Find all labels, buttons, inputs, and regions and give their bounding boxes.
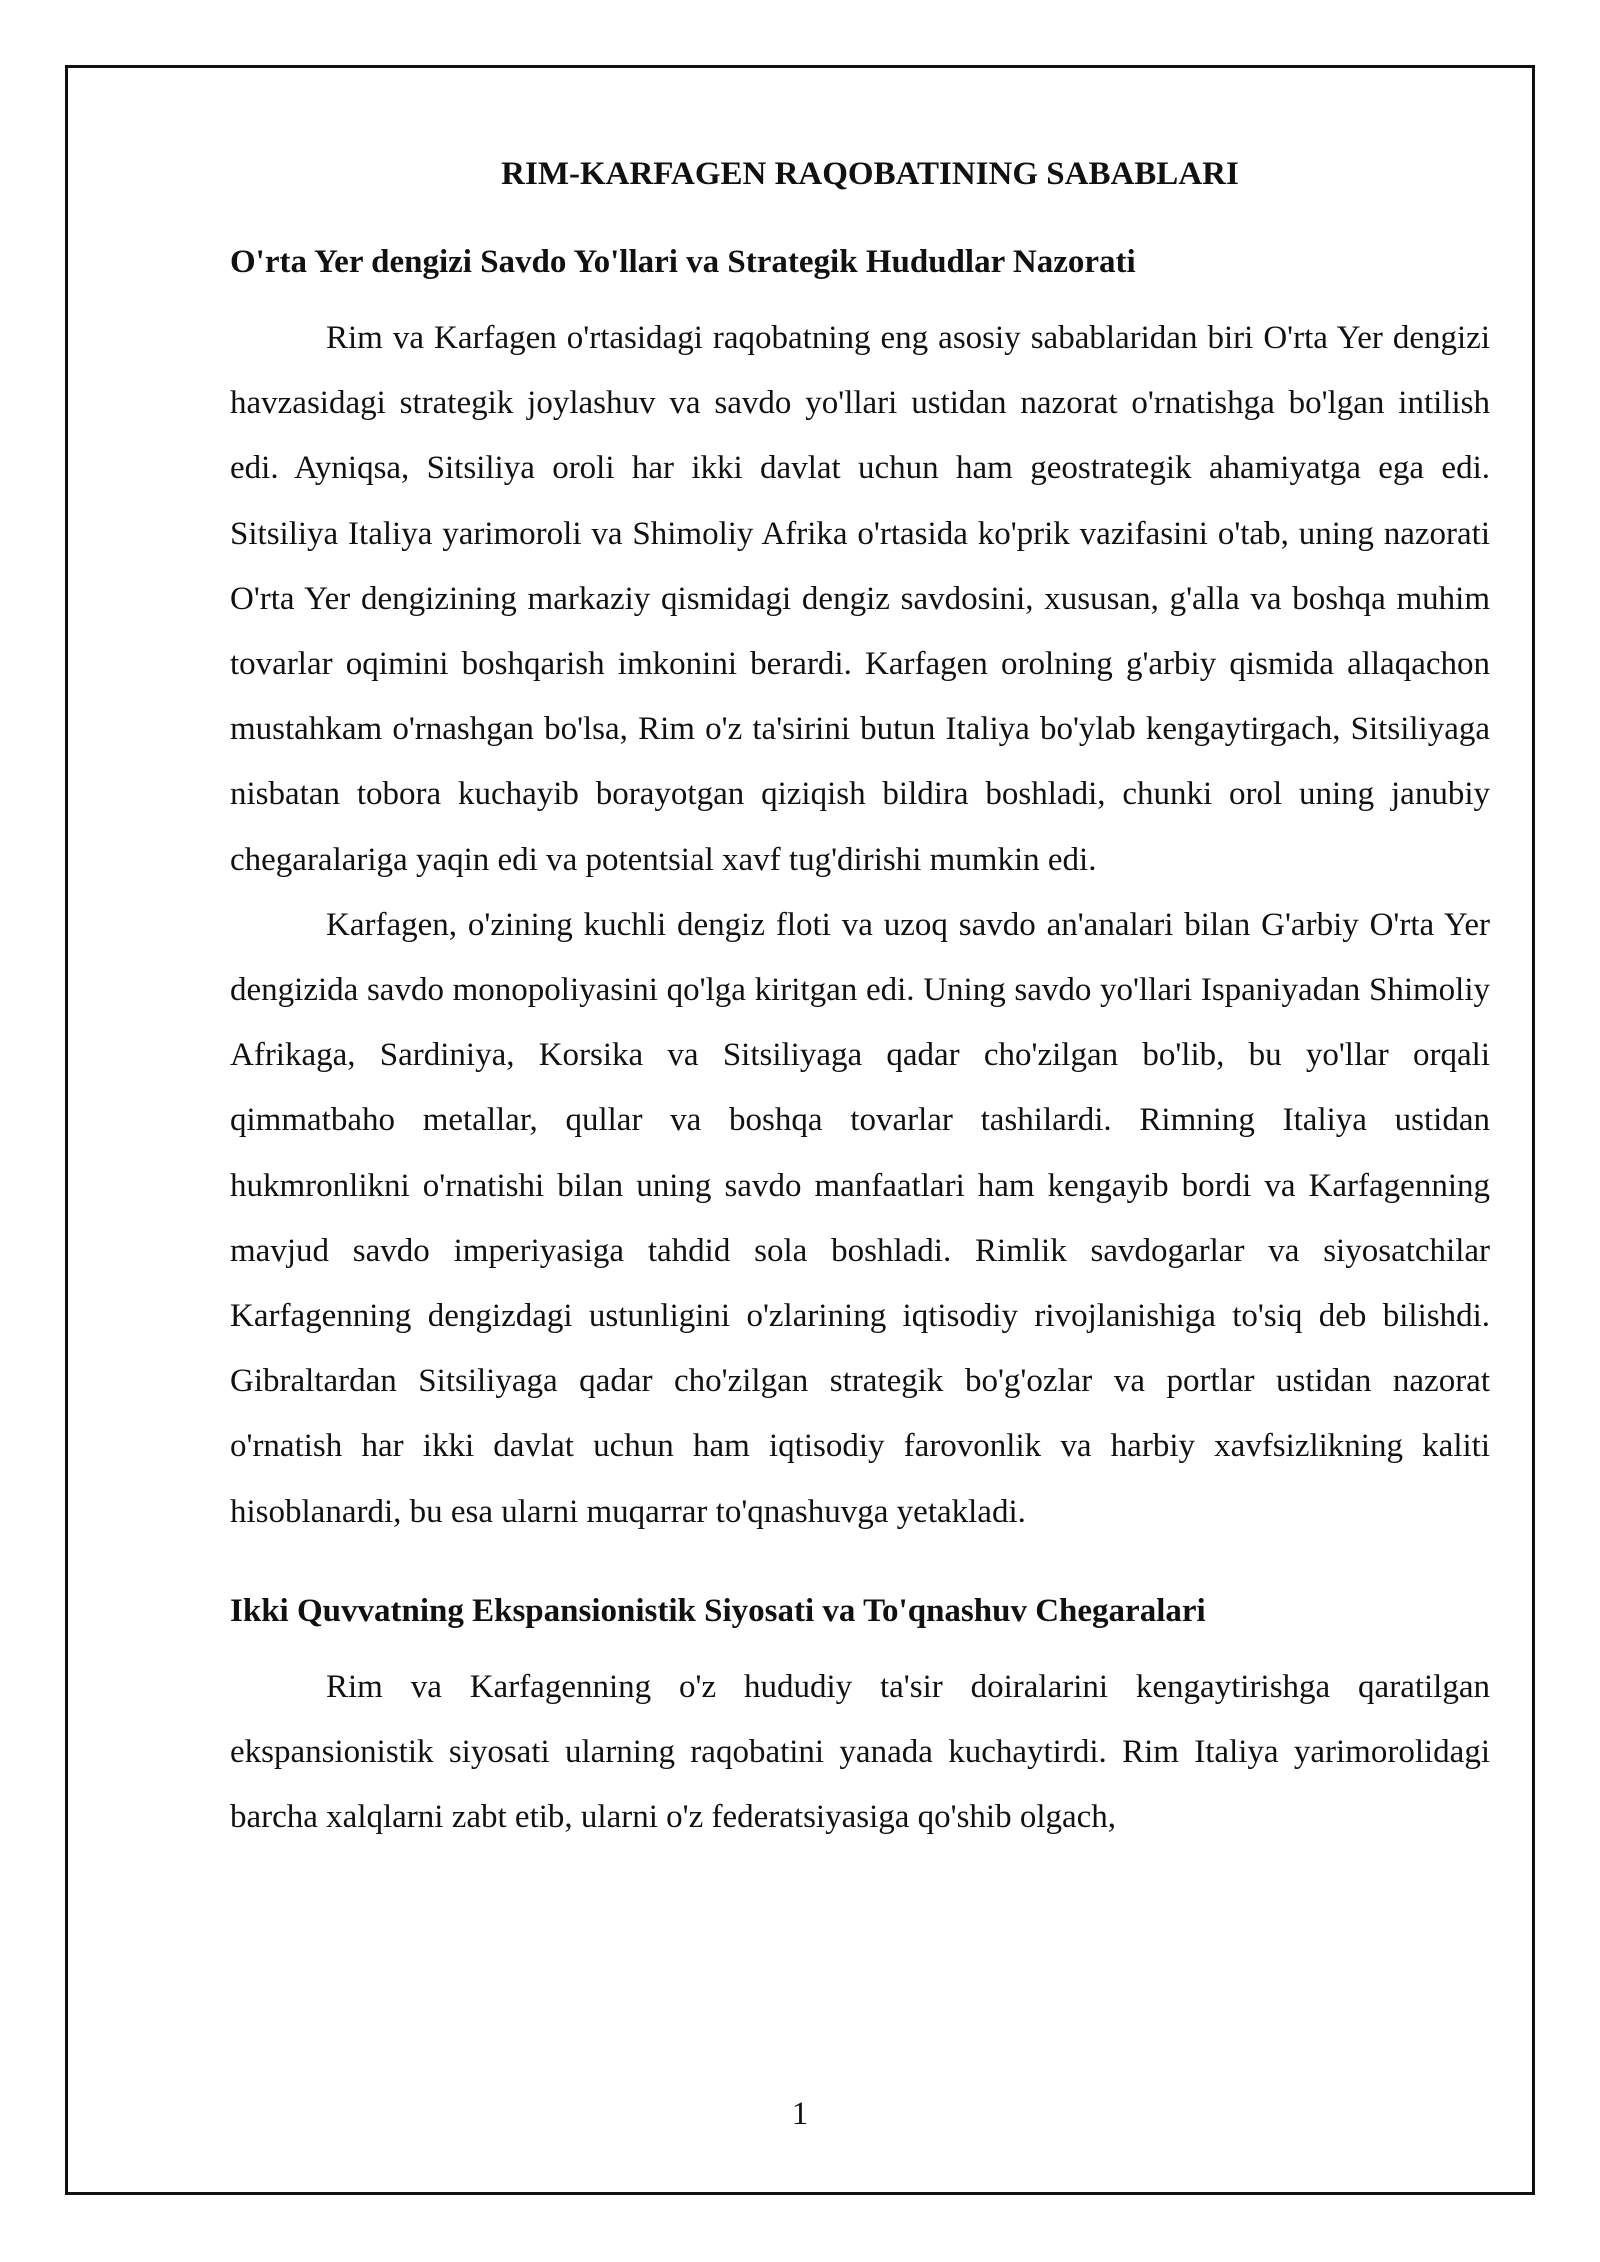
section-expansionist-policy <box>230 1587 1490 1851</box>
section-heading: Ikki Quvvatning Ekspansionistik Siyosati va To'qnashuv Chegaralari <box>230 1592 1206 1629</box>
document-body <box>230 150 1490 1850</box>
paragraph: Rim va Karfagenning o'z hududiy ta'sir doiralarini kengaytirishga qaratilgan ekspansionistik siyosati ularning raqobatini yanada kuchaytirdi. Rim Italiya yarimorolidagi barcha xalqlarni zabt etib, ularni o'z federatsiyasiga qo'shib olgach, <box>230 1668 1490 1836</box>
paragraph: Karfagen, o'zining kuchli dengiz floti va uzoq savdo an'analari bilan G'arbiy O'rta Yer dengizida savdo monopoliyasini qo'lga kiritgan edi. Uning savdo yo'llari Ispaniyadan Shimoliy Afrikaga, Sardiniya, Korsika va Sitsiliyaga qadar cho'zilgan bo'lib, bu yo'llar orqali qimmatbaho metallar, qullar va boshqa tovarlar tashilardi. Rimning Italiya ustidan hukmronlikni o'rnatishi bilan uning savdo manfaatlari ham kengayib bordi va Karfagenning mavjud savdo imperiyasiga tahdid sola boshladi. Rimlik savdogarlar va siyosatchilar Karfagenning dengizdagi ustunligini o'zlarining iqtisodiy rivojlanishiga to'siq deb bilishdi. Gibraltardan Sitsiliyaga qadar cho'zilgan strategik bo'g'ozlar va portlar ustidan nazorat o'rnatish har ikki davlat uchun ham iqtisodiy farovonlik va harbiy xavfsizlikning kaliti hisoblanardi, bu esa ularni muqarrar to'qnashuvga yetakladi. <box>230 906 1490 1530</box>
page-number: 1 <box>791 2096 809 2132</box>
section-heading: O'rta Yer dengizi Savdo Yo'llari va Strategik Hududlar Nazorati <box>230 244 1136 280</box>
document-title: RIM-KARFAGEN RAQOBATINING SABABLARI <box>501 156 1239 192</box>
section-trade-routes <box>230 238 1490 1545</box>
paragraph: Rim va Karfagen o'rtasidagi raqobatning eng asosiy sabablaridan biri O'rta Yer dengizi havzasidagi strategik joylashuv va savdo yo'llari ustidan nazorat o'rnatishga bo'lgan intilish edi. Ayniqsa, Sitsiliya oroli har ikki davlat uchun ham geostrategik ahamiyatga ega edi. Sitsiliya Italiya yarimoroli va Shimoliy Afrika o'rtasida ko'prik vazifasini o'tab, uning nazorati O'rta Yer dengizining markaziy qismidagi dengiz savdosini, xususan, g'alla va boshqa muhim tovarlar oqimini boshqarish imkonini berardi. Karfagen orolning g'arbiy qismida allaqachon mustahkam o'rnashgan bo'lsa, Rim o'z ta'sirini butun Italiya bo'ylab kengaytirgach, Sitsiliyaga nisbatan tobora kuchayib borayotgan qiziqish bildira boshladi, chunki orol uning janubiy chegaralariga yaqin edi va potentsial xavf tug'dirishi mumkin edi. <box>230 320 1490 878</box>
